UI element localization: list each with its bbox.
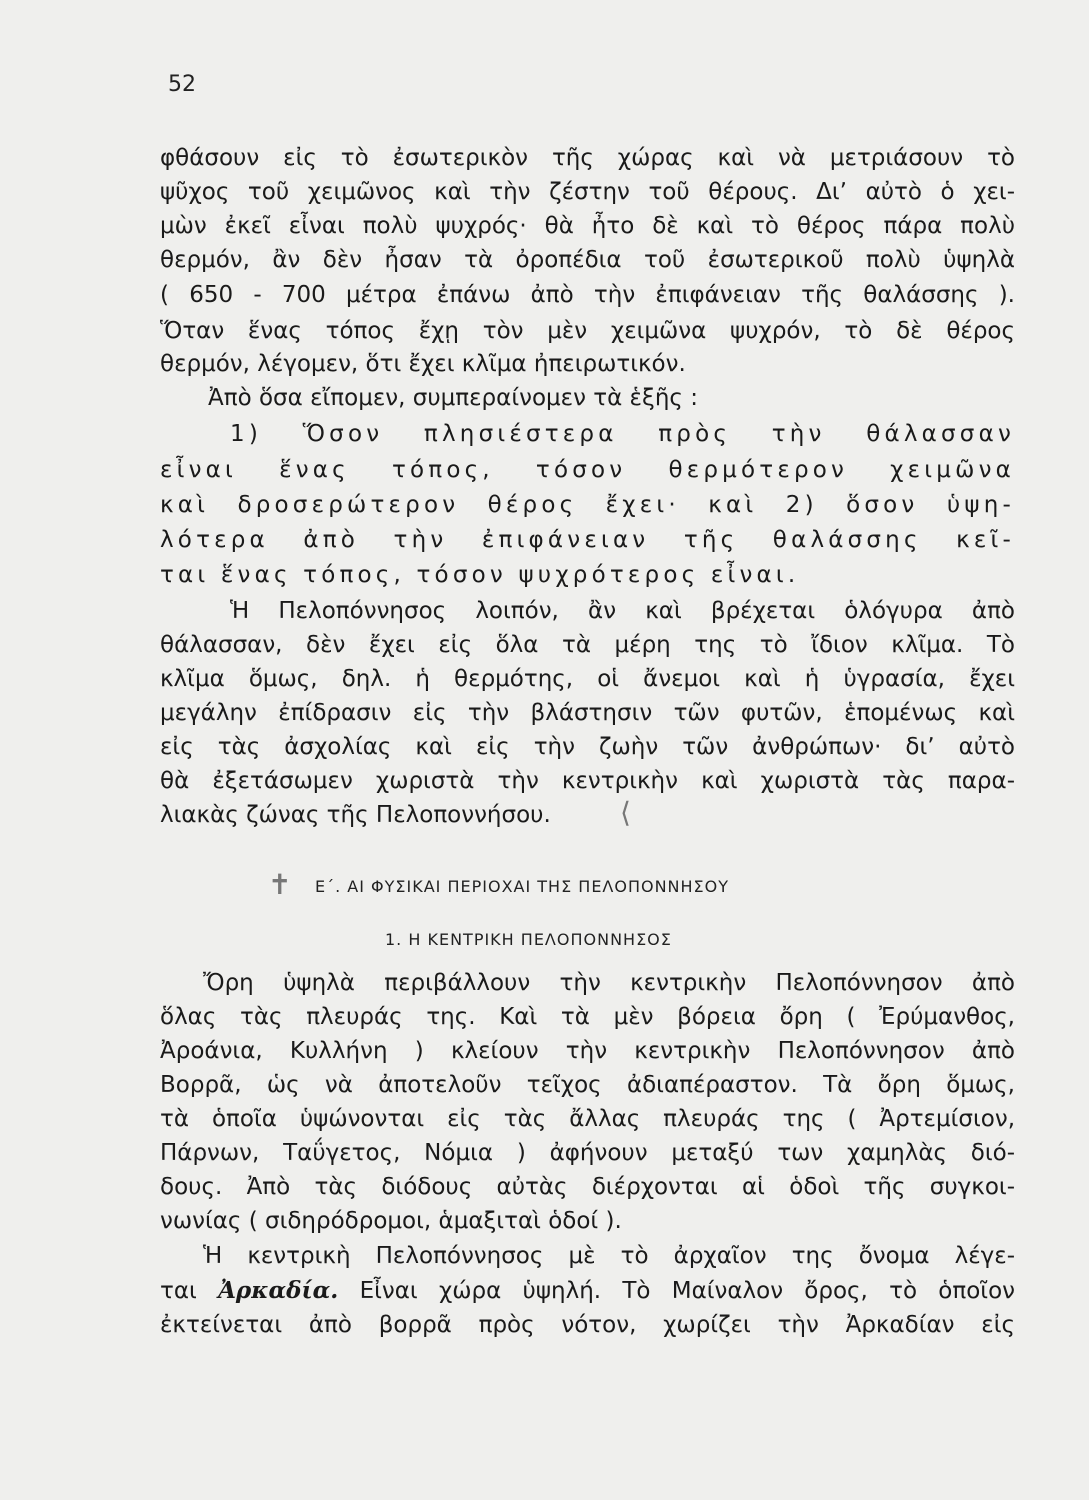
text-line: ψῦχος τοῦ χειμῶνος καὶ τὴν ζέστην τοῦ θέρους. Διʼ αὐτὸ ὁ χει- [160,179,1015,205]
text-line: 1) Ὅσον πλησιέστερα πρὸς τὴν θάλασσαν [230,421,1015,447]
text-line: Ὄρη ὑψηλὰ περιβάλλουν τὴν κεντρικὴν Πελοπόννησον ἀπὸ [203,970,1015,996]
pencil-mark: ⟨ [620,796,631,829]
text-line: Βορρᾶ, ὡς νὰ ἀποτελοῦν τεῖχος ἀδιαπέραστον. Τὰ ὄρη ὅμως, [160,1072,1015,1098]
text-line: λότερα ἀπὸ τὴν ἐπιφάνειαν τῆς θαλάσσης κεῖ- [160,527,1015,553]
text-line: Ὅταν ἕνας τόπος ἔχῃ τὸν μὲν χειμῶνα ψυχρόν, τὸ δὲ θέρος [160,318,1015,344]
page-number: 52 [168,72,196,97]
text-line: εἰς τὰς ἀσχολίας καὶ εἰς τὴν ζωὴν τῶν ἀνθρώπων· διʼ αὐτὸ [160,734,1015,760]
text-line: λιακὰς ζώνας τῆς Πελοποννήσου. [160,802,551,828]
text-line: ται ἕνας τόπος, τόσον ψυχρότερος εἶναι. [160,562,800,588]
text-line: Πάρνων, Ταΰγετος, Νόμια ) ἀφήνουν μεταξύ των χαμηλὰς διό- [160,1140,1015,1166]
text-line: καὶ δροσερώτερον θέρος ἔχει· καὶ 2) ὅσον ὑψη- [160,492,1015,518]
text-line: ὅλας τὰς πλευράς της. Καὶ τὰ μὲν βόρεια ὄρη ( Ἐρύμανθος, [160,1004,1015,1030]
text-line: ἐκτείνεται ἀπὸ βορρᾶ πρὸς νότον, χωρίζει τὴν Ἀρκαδίαν εἰς [160,1312,1015,1338]
text-line: κλῖμα ὅμως, δηλ. ἡ θερμότης, οἱ ἄνεμοι καὶ ἡ ὑγρασία, ἔχει [160,666,1015,692]
text-line: νωνίας ( σιδηρόδρομοι, ἁμαξιταὶ ὁδοί ). [160,1208,622,1234]
emphasized-term: Ἀρκαδία. [218,1277,339,1304]
text-line: Ἡ κεντρικὴ Πελοπόννησος μὲ τὸ ἀρχαῖον της ὄνομα λέγε- [203,1243,1015,1269]
text-line: μεγάλην ἐπίδρασιν εἰς τὴν βλάστησιν τῶν φυτῶν, ἑπομένως καὶ [160,700,1015,726]
text-line: δους. Ἀπὸ τὰς διόδους αὐτὰς διέρχονται αἱ ὁδοὶ τῆς συγκοι- [160,1174,1015,1200]
text-line: φθάσουν εἰς τὸ ἐσωτερικὸν τῆς χώρας καὶ νὰ μετριάσουν τὸ [160,145,1015,171]
text-line: εἶναι ἕνας τόπος, τόσον θερμότερον χειμῶνα [160,457,1015,483]
text-line: θερμόν, ἂν δὲν ἦσαν τὰ ὀροπέδια τοῦ ἐσωτερικοῦ πολὺ ὑψηλὰ [160,247,1015,273]
text-line: θερμόν, λέγομεν, ὅτι ἔχει κλῖμα ἠπειρωτικόν. [160,351,686,377]
subsection-heading: 1. Η ΚΕΝΤΡΙΚΗ ΠΕΛΟΠΟΝΝΗΣΟΣ [385,930,672,949]
text-line [160,1276,1015,1306]
text-line: θὰ ἐξετάσωμεν χωριστὰ τὴν κεντρικὴν καὶ χωριστὰ τὰς παρα- [160,768,1015,794]
pencil-cross-mark: ✝ [268,868,292,901]
text-line: ( 650 - 700 μέτρα ἐπάνω ἀπὸ τὴν ἐπιφάνειαν τῆς θαλάσσης ). [160,282,1015,308]
text-line: Ἀροάνια, Κυλλήνη ) κλείουν τὴν κεντρικὴν Πελοπόννησον ἀπὸ [160,1038,1015,1064]
text-line: μὼν ἐκεῖ εἶναι πολὺ ψυχρός· θὰ ἦτο δὲ καὶ τὸ θέρος πάρα πολὺ [160,213,1015,239]
text-fragment: ται [160,1278,219,1304]
text-fragment: Εἶναι χώρα ὑψηλή. Τὸ Μαίναλον ὄρος, τὸ ὁποῖον [338,1278,1015,1304]
text-line: Ἀπὸ ὅσα εἴπομεν, συμπεραίνομεν τὰ ἑξῆς : [208,385,698,411]
text-line: Ἡ Πελοπόννησος λοιπόν, ἂν καὶ βρέχεται ὁλόγυρα ἀπὸ [230,598,1015,624]
text-line: τὰ ὁποῖα ὑψώνονται εἰς τὰς ἄλλας πλευράς της ( Ἀρτεμίσιον, [160,1106,1015,1132]
text-line: θάλασσαν, δὲν ἔχει εἰς ὅλα τὰ μέρη της τὸ ἴδιον κλῖμα. Τὸ [160,632,1015,658]
section-heading: Ε΄. ΑΙ ΦΥΣΙΚΑΙ ΠΕΡΙΟΧΑΙ ΤΗΣ ΠΕΛΟΠΟΝΝΗΣΟΥ [315,877,730,896]
